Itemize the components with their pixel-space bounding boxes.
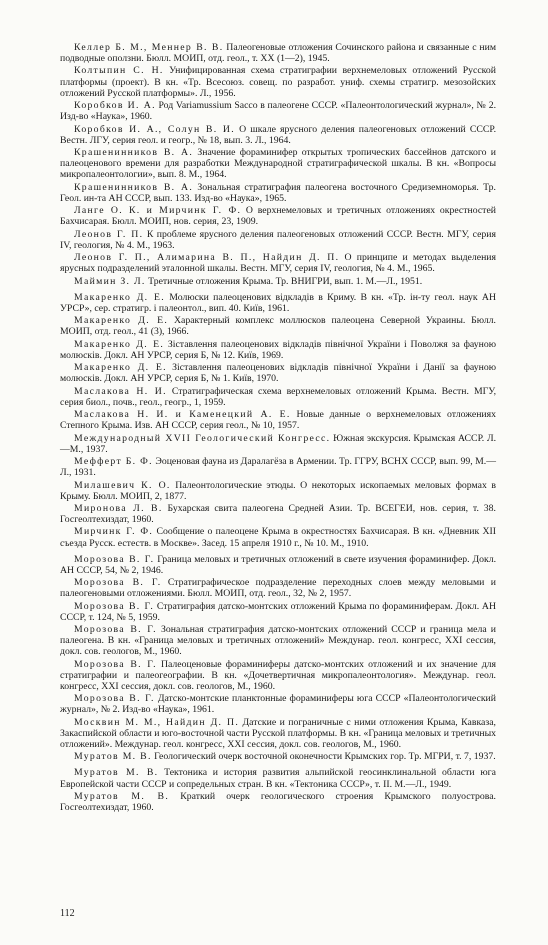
reference-text: Молюски палеоценових відкладів в Криму. В кн. «Тр. ін-ту геол. наук АН УРСР», сер. стратигр. і палеонтол., вип. 40. Київ, 1961. bbox=[60, 291, 496, 314]
reference-text: О верхнемеловых и третичных отложениях окрестностей Бахчисарая. Бюлл. МОИП, нов. серия, 23, 1909. bbox=[60, 205, 496, 228]
reference-entry bbox=[60, 526, 496, 548]
reference-list bbox=[60, 42, 496, 814]
reference-author: Морозова В. Г. bbox=[74, 577, 162, 589]
reference-author: Келлер Б. М., Меннер В. В. bbox=[74, 42, 224, 53]
reference-author: Миронова Л. В. bbox=[74, 503, 163, 514]
reference-text: Стратиграфия датско-монтских отложений Крыма по фораминиферам. Докл. АН СССР, т. 124, № 5, 1959. bbox=[60, 600, 497, 623]
reference-author: Мефферт Б. Ф. bbox=[74, 456, 153, 468]
reference-text: О шкале ярусного деления палеогеновых отложений СССР. Вестн. ЛГУ, серия геол. и геогр., № 18, вып. 3. Л., 1964. bbox=[60, 123, 497, 146]
reference-text: Новые данные о верхнемеловых отложениях Степного Крыма. Изв. АН СССР, серия геол., № 10, 1957. bbox=[60, 409, 496, 432]
reference-author: Морозова В. Г. bbox=[74, 624, 157, 636]
reference-entry bbox=[60, 409, 496, 431]
reference-author: Международный XVII Геологический Конгресс. bbox=[74, 432, 331, 444]
reference-text: Третичные отложения Крыма. Тр. ВНИГРИ, вып. 1. М.—Л., 1951. bbox=[148, 275, 423, 287]
reference-entry bbox=[60, 339, 496, 361]
reference-author: Милашевич К. О. bbox=[74, 479, 171, 491]
reference-author: Леонов Г. П. bbox=[74, 228, 144, 240]
reference-entry bbox=[60, 276, 496, 287]
reference-entry bbox=[60, 791, 496, 813]
reference-author: Коробков И. А. bbox=[74, 100, 156, 112]
reference-author: Макаренко Д. Е. bbox=[74, 362, 167, 374]
reference-entry bbox=[60, 315, 496, 337]
reference-author: Леонов Г. П., Алимарина В. П., Найдин Д. П. bbox=[74, 252, 340, 264]
reference-entry bbox=[60, 100, 496, 122]
reference-text: Краткий очерк геологического строения Крымского полуострова. Госгеолтехиздат, 1960. bbox=[60, 790, 496, 814]
reference-text: Датские и пограничные с ними отложения Крыма, Кавказа, Закаспийской области и юго-восточной части Русской платформы. В кн. «Граница меловых и третичных отложений». Междунар. геол. конгресс, XXI сессия, докл. сов. геологов, М., 1960. bbox=[60, 716, 496, 750]
reference-text: О принципе и методах выделения ярусных подразделений эталонной шкалы. Вестн. МГУ, серия IV, геология, № 4. М., 1965. bbox=[60, 252, 496, 275]
reference-text: Зіставлення палеоценових відкладів північної України і Данії за фауною молюсків. Докл. АН УРСР, серия Б, № 1. Київ, 1970. bbox=[60, 362, 497, 385]
reference-entry bbox=[60, 65, 496, 98]
reference-entry bbox=[60, 480, 496, 502]
reference-author: Муратов М. В. bbox=[74, 767, 159, 779]
reference-entry bbox=[60, 503, 496, 525]
reference-text: Значение фораминифер открытых тропических бассейнов датского и палеоценового времени для разработки Международной стратиграфической шкалы. В кн. «Вопросы микропалеонтологии», вып. 8. М., 1964. bbox=[60, 147, 496, 181]
reference-author: Морозова В. Г. bbox=[74, 693, 155, 705]
reference-author: Маслакова Н. И. bbox=[74, 385, 167, 397]
reference-entry bbox=[60, 456, 496, 478]
reference-text: Характерный комплекс моллюсков палеоцена Северной Украины. Бюлл. МОИП, отд. геол., 41 (3), 1966. bbox=[60, 315, 496, 338]
reference-text: Зональная стратиграфия палеогена восточного Средиземноморья. Тр. Геол. ин-та АН СССР, вып. 133. Изд-во «Наука», 1965. bbox=[60, 181, 496, 204]
reference-author: Крашенинников В. А. bbox=[74, 147, 194, 159]
reference-text: Зональная стратиграфия датско-монтских отложений СССР и граница мела и палеогена. В кн. «Граница меловых и третичных отложений» Междунар. геол. конгресс, XXI сессия, докл. сов. геологов, М., 1960. bbox=[60, 624, 497, 658]
reference-entry bbox=[60, 362, 496, 384]
reference-text: Граница меловых и третичных отложений в свете изучения фораминифер. Докл. АН СССР, 54, № 2, 1946. bbox=[60, 553, 497, 576]
reference-entry bbox=[60, 601, 496, 623]
page-number: 112 bbox=[60, 908, 75, 919]
reference-entry bbox=[60, 292, 496, 314]
reference-text: Зіставлення палеоценових відкладів північної України і Поволжя за фауною молюсків. Докл. АН УРСР, серия Б, № 12. Київ, 1969. bbox=[60, 338, 496, 361]
reference-text: Стратиграфическое подразделение переходных слоев между меловыми и палеогеновыми отложениями. Бюлл. МОИП, отд. геол., 32, № 2, 1957. bbox=[60, 577, 497, 600]
reference-entry bbox=[60, 182, 496, 204]
reference-text: К проблеме ярусного деления палеогеновых отложений СССР. Вестн. МГУ, серия IV, геология, № 4. М., 1963. bbox=[60, 228, 497, 251]
reference-author: Муратов М. В. bbox=[74, 751, 152, 763]
reference-entry bbox=[60, 693, 496, 715]
reference-text: Геологический очерк восточной оконечности Крымских гор. Тр. МГРИ, т. 7, 1937. bbox=[154, 751, 496, 763]
reference-entry bbox=[60, 717, 496, 750]
reference-entry bbox=[60, 554, 496, 576]
reference-text: Тектоника и история развития альпийской геосинклинальной области юга Европейской части СССР и сопредельных стран. В кн. «Тектоника СССР», т. II. М.—Л., 1949. bbox=[60, 767, 497, 790]
reference-entry bbox=[60, 386, 496, 408]
reference-entry bbox=[60, 659, 496, 692]
reference-author: Морозова В. Г. bbox=[74, 658, 157, 670]
reference-entry bbox=[60, 433, 496, 455]
reference-entry bbox=[60, 147, 496, 180]
reference-entry bbox=[60, 229, 496, 251]
reference-author: Муратов М. В. bbox=[74, 790, 170, 802]
reference-author: Морозова В. Г. bbox=[74, 553, 155, 565]
reference-author: Ланге О. К. и Мирчинк Г. Ф. bbox=[74, 205, 242, 217]
reference-text: Палеоценовые фораминиферы датско-монтских отложений и их значение для стратиграфии и палеогеографии. В кн. «Дочетвертичная микропалеонтология». Междунар. геол. конгресс, XXI сессия, докл. сов. геологов, М., 1960. bbox=[60, 658, 497, 692]
reference-text: Палеогеновые отложения Сочинского района и связанные с ним подводные оползни. Бюлл. МОИП, отд. геол., т. XX (1—2), 1945. bbox=[60, 42, 496, 65]
reference-entry bbox=[60, 577, 496, 599]
reference-author: Крашенинников В. А. bbox=[74, 181, 194, 193]
reference-text: Палеонтологические этюды. О некоторых ископаемых меловых формах в Крыму. Бюлл. МОИП, 2, 1877. bbox=[60, 479, 496, 502]
reference-text: Сообщение о палеоцене Крыма в окрестностях Бахчисарая. В кн. «Дневник XII съезда Русск. естеств. в Москве». Засед. 15 апреля 1910 г., № 10. М., 1910. bbox=[60, 526, 496, 549]
reference-entry bbox=[60, 252, 496, 274]
reference-entry bbox=[60, 124, 496, 146]
reference-author: Маслакова Н. И. и Каменецкий А. Е. bbox=[74, 409, 291, 421]
reference-text: Бухарская свита палеогена Средней Азии. Тр. ВСЕГЕИ, нов. серия, т. 38. Госгеолтехиздат, 1960. bbox=[60, 503, 496, 526]
reference-text: Датско-монтские планктонные фораминиферы юга СССР «Палеонтологический журнал», № 2. Изд-во «Наука», 1961. bbox=[60, 693, 496, 716]
reference-author: Мирчинк Г. Ф. bbox=[74, 526, 154, 538]
reference-text: Унифицированная схема стратиграфии верхнемеловых отложений Русской платформы (проект). В кн. «Тр. Всесоюз. совещ. по разработ. униф. схемы стратигр. мезозойских отложений Русской платформы». Л., 1956. bbox=[60, 65, 497, 99]
reference-author: Макаренко Д. Е. bbox=[74, 338, 165, 350]
reference-author: Колтыпин С. Н. bbox=[74, 65, 164, 77]
reference-entry bbox=[60, 751, 496, 762]
reference-entry bbox=[60, 42, 496, 64]
reference-entry bbox=[60, 624, 496, 657]
reference-text: Род Variamussium Sacco в палеогене СССР. «Палеонтологический журнал», № 2. Изд-во «Наука», 1960. bbox=[60, 100, 497, 123]
reference-entry bbox=[60, 205, 496, 227]
reference-author: Москвин М. М., Найдин Д. П. bbox=[74, 716, 240, 728]
reference-text: Эоценовая фауна из Даралагёза в Армении. Тр. ГГРУ, ВСНХ СССР, вып. 99, М.—Л., 1931. bbox=[60, 456, 496, 479]
reference-text: Стратиграфическая схема верхнемеловых отложений Крыма. Вестн. МГУ, серия биол., почв., геол., геогр., 1, 1959. bbox=[60, 385, 497, 408]
reference-entry bbox=[60, 767, 496, 789]
reference-author: Макаренко Д. Е. bbox=[74, 315, 169, 327]
reference-author: Маймин З. Л. bbox=[74, 275, 146, 287]
reference-author: Морозова В. Г. bbox=[74, 600, 155, 612]
reference-author: Коробков И. А., Солун В. И. bbox=[74, 123, 235, 135]
reference-author: Макаренко Д. Е. bbox=[74, 291, 165, 303]
reference-text: Южная экскурсия. Крымская АССР. Л.—М., 1937. bbox=[60, 432, 497, 455]
